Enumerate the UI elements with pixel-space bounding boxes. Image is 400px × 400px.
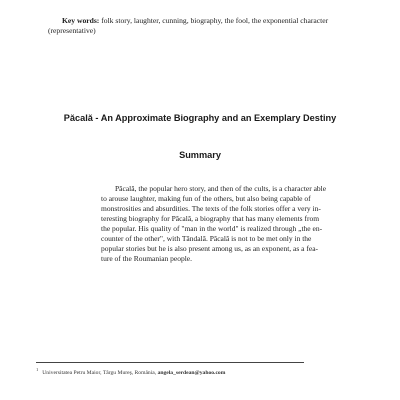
abstract-line: popular stories but he is also present among us, as an exponent, as a fea- (101, 244, 319, 253)
footnote-affiliation: Universitatea Petru Maior, Târgu Mureş, România, (42, 369, 158, 376)
keywords-paragraph (48, 16, 368, 36)
abstract-paragraph (101, 184, 327, 264)
abstract-line: counter of the other", with Tândală. Păcală is not to be met only in the (101, 234, 312, 243)
footnote (36, 366, 376, 377)
keywords-line-2: (representative) (48, 26, 96, 35)
keywords-label: Key words: (62, 16, 100, 25)
abstract-line: the popular. His quality of "man in the world" is realized through „the en- (101, 224, 323, 233)
summary-heading: Summary (179, 150, 221, 160)
keywords-line-1 (48, 16, 368, 26)
footnote-divider (36, 362, 304, 363)
footnote-mark: 1 (36, 367, 39, 372)
abstract-line: teresting biography for Păcală, a biography that has many elements from (101, 214, 320, 223)
abstract-line: monstrosities and absurdities. The texts of the folk stories offer a very in- (101, 204, 321, 213)
abstract-line: to arouse laughter, making fun of the others, but also being capable of (101, 194, 311, 203)
abstract-line: Păcală, the popular hero story, and then of the cults, is a character able (115, 184, 327, 193)
paper-title: Păcală - An Approximate Biography and an Exemplary Destiny (63, 113, 337, 123)
keywords-text: folk story, laughter, cunning, biography, the fool, the exponential character (99, 16, 329, 25)
abstract-line: ture of the Roumanian people. (101, 254, 193, 263)
footnote-email[interactable]: angela_serdean@yahoo.com (157, 369, 226, 376)
